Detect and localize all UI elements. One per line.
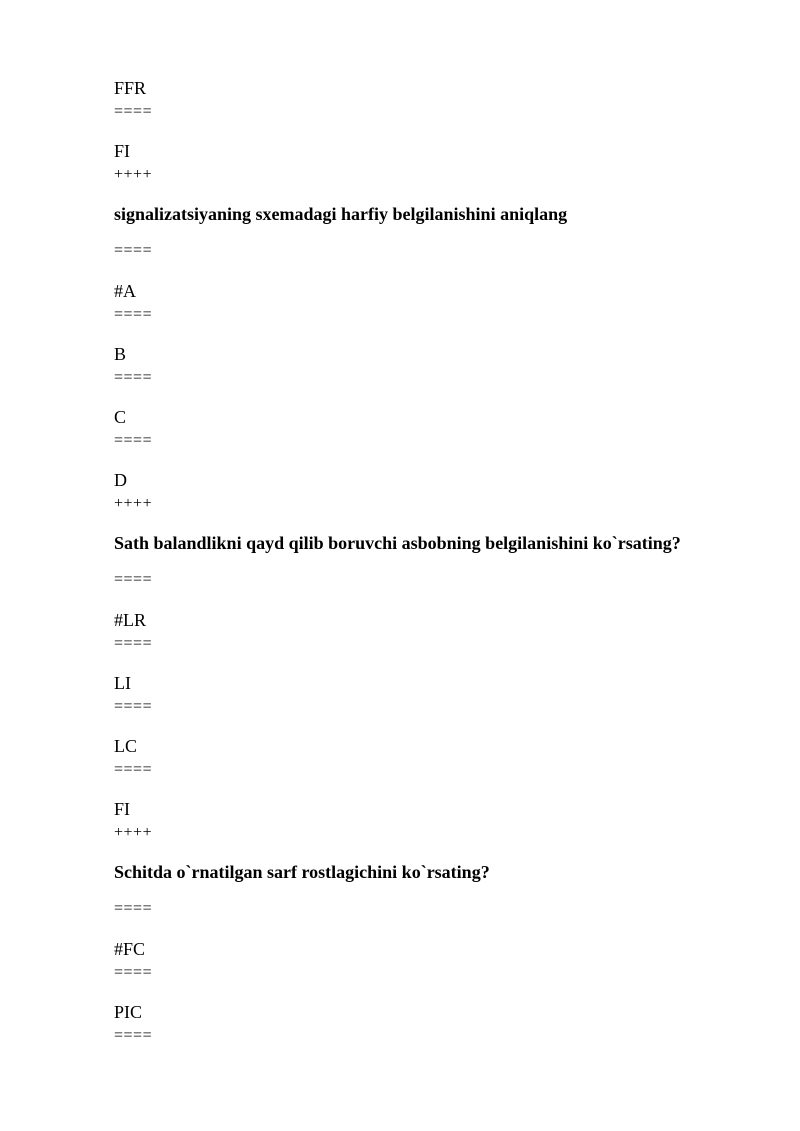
- answer-option: #LR: [114, 610, 147, 630]
- separator: ====: [114, 103, 153, 120]
- answer-option: #A: [114, 281, 136, 301]
- answer-option: PIC: [114, 1002, 143, 1022]
- separator: ====: [114, 242, 153, 259]
- separator: ====: [114, 571, 153, 588]
- separator: ====: [114, 306, 153, 323]
- answer-option: FI: [114, 141, 131, 161]
- question-text: Schitda o`rnatilgan sarf rostlagichini ko`rsating?: [114, 862, 490, 882]
- answer-option: FFR: [114, 78, 147, 98]
- answer-option: D: [114, 470, 127, 490]
- separator: ====: [114, 964, 153, 981]
- separator: ++++: [114, 495, 153, 512]
- answer-option: C: [114, 407, 127, 427]
- answer-option: LC: [114, 736, 138, 756]
- separator: ====: [114, 369, 153, 386]
- separator: ====: [114, 900, 153, 917]
- separator: ++++: [114, 166, 153, 183]
- answer-option: LI: [114, 673, 131, 693]
- question-text: Sath balandlikni qayd qilib boruvchi asbobning belgilanishini ko`rsating?: [114, 533, 681, 553]
- separator: ====: [114, 1027, 153, 1044]
- separator: ====: [114, 698, 153, 715]
- separator: ====: [114, 761, 153, 778]
- separator: ====: [114, 432, 153, 449]
- separator: ++++: [114, 824, 153, 841]
- answer-option: #FC: [114, 939, 146, 959]
- separator: ====: [114, 635, 153, 652]
- answer-option: B: [114, 344, 127, 364]
- answer-option: FI: [114, 799, 131, 819]
- question-text: signalizatsiyaning sxemadagi harfiy belgilanishini aniqlang: [114, 204, 568, 224]
